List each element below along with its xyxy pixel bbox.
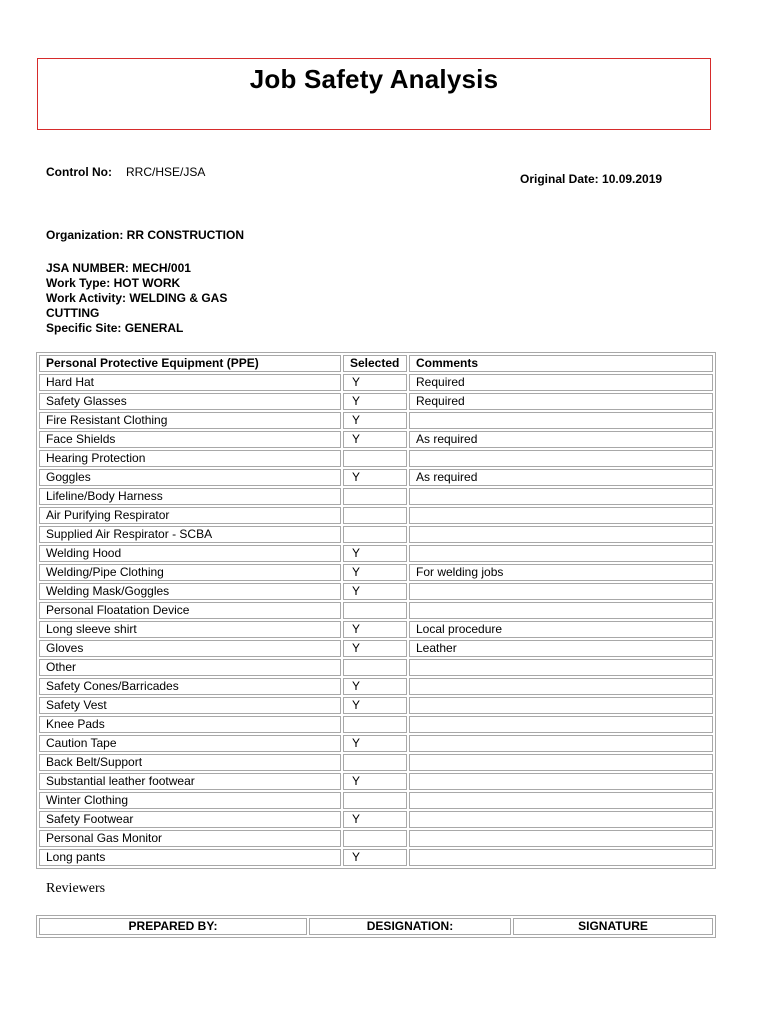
ppe-item-cell: Fire Resistant Clothing (39, 412, 341, 429)
ppe-item-cell: Safety Cones/Barricades (39, 678, 341, 695)
ppe-selected-cell: Y (343, 469, 407, 486)
ppe-item-cell: Substantial leather footwear (39, 773, 341, 790)
ppe-item-cell: Safety Footwear (39, 811, 341, 828)
ppe-selected-cell: Y (343, 697, 407, 714)
table-row (39, 431, 713, 448)
ppe-item-cell: Welding Mask/Goggles (39, 583, 341, 600)
ppe-header-comments: Comments (409, 355, 713, 372)
ppe-item-cell: Long sleeve shirt (39, 621, 341, 638)
reviewers-table (36, 915, 716, 938)
ppe-selected-cell (343, 830, 407, 847)
ppe-comment-cell (409, 716, 713, 733)
table-row (39, 659, 713, 676)
ppe-comment-cell (409, 697, 713, 714)
ppe-comment-cell (409, 811, 713, 828)
ppe-selected-cell (343, 488, 407, 505)
ppe-header-selected: Selected (343, 355, 407, 372)
ppe-header-row (39, 355, 713, 372)
ppe-item-cell: Winter Clothing (39, 792, 341, 809)
ppe-item-cell: Supplied Air Respirator - SCBA (39, 526, 341, 543)
ppe-selected-cell (343, 754, 407, 771)
ppe-selected-cell: Y (343, 393, 407, 410)
jsa-number: JSA NUMBER: MECH/001 (46, 261, 191, 275)
ppe-selected-cell: Y (343, 431, 407, 448)
ppe-selected-cell (343, 659, 407, 676)
ppe-comment-cell: For welding jobs (409, 564, 713, 581)
ppe-selected-cell: Y (343, 678, 407, 695)
ppe-item-cell: Gloves (39, 640, 341, 657)
ppe-selected-cell (343, 507, 407, 524)
ppe-comment-cell (409, 659, 713, 676)
table-row (39, 450, 713, 467)
ppe-selected-cell: Y (343, 773, 407, 790)
ppe-comment-cell (409, 450, 713, 467)
signature-header: SIGNATURE (513, 918, 713, 935)
table-row (39, 469, 713, 486)
ppe-item-cell: Caution Tape (39, 735, 341, 752)
designation-header: DESIGNATION: (309, 918, 511, 935)
ppe-selected-cell: Y (343, 545, 407, 562)
table-row (39, 830, 713, 847)
ppe-selected-cell: Y (343, 640, 407, 657)
table-row (39, 564, 713, 581)
ppe-comment-cell: Required (409, 374, 713, 391)
table-row (39, 412, 713, 429)
ppe-selected-cell: Y (343, 811, 407, 828)
reviewers-header-row (39, 918, 713, 935)
ppe-item-cell: Welding Hood (39, 545, 341, 562)
ppe-comment-cell (409, 754, 713, 771)
table-row (39, 678, 713, 695)
table-row (39, 849, 713, 866)
table-row (39, 583, 713, 600)
table-row (39, 602, 713, 619)
table-row (39, 393, 713, 410)
table-row (39, 488, 713, 505)
ppe-table-body (39, 374, 713, 866)
ppe-item-cell: Face Shields (39, 431, 341, 448)
ppe-comment-cell (409, 526, 713, 543)
ppe-selected-cell (343, 716, 407, 733)
ppe-comment-cell: Local procedure (409, 621, 713, 638)
ppe-comment-cell (409, 412, 713, 429)
ppe-selected-cell (343, 526, 407, 543)
ppe-comment-cell: Leather (409, 640, 713, 657)
organization: Organization: RR CONSTRUCTION (46, 228, 244, 242)
ppe-header-item: Personal Protective Equipment (PPE) (39, 355, 341, 372)
reviewers-heading: Reviewers (46, 881, 106, 896)
ppe-item-cell: Personal Floatation Device (39, 602, 341, 619)
table-row (39, 754, 713, 771)
ppe-item-cell: Other (39, 659, 341, 676)
specific-site: Specific Site: GENERAL (46, 321, 184, 335)
ppe-selected-cell: Y (343, 621, 407, 638)
table-row (39, 773, 713, 790)
table-row (39, 545, 713, 562)
ppe-comment-cell (409, 583, 713, 600)
ppe-item-cell: Back Belt/Support (39, 754, 341, 771)
ppe-comment-cell (409, 792, 713, 809)
page-title: Job Safety Analysis (249, 64, 499, 94)
ppe-comment-cell: As required (409, 431, 713, 448)
ppe-item-cell: Goggles (39, 469, 341, 486)
table-row (39, 621, 713, 638)
ppe-selected-cell: Y (343, 735, 407, 752)
table-row (39, 526, 713, 543)
ppe-comment-cell (409, 773, 713, 790)
ppe-selected-cell (343, 602, 407, 619)
ppe-comment-cell: As required (409, 469, 713, 486)
ppe-comment-cell (409, 545, 713, 562)
ppe-item-cell: Safety Vest (39, 697, 341, 714)
ppe-item-cell: Hard Hat (39, 374, 341, 391)
ppe-selected-cell (343, 792, 407, 809)
jsa-details (46, 261, 261, 336)
ppe-item-cell: Hearing Protection (39, 450, 341, 467)
ppe-comment-cell (409, 849, 713, 866)
ppe-comment-cell (409, 735, 713, 752)
ppe-table (36, 352, 716, 869)
ppe-selected-cell: Y (343, 374, 407, 391)
title-box (37, 58, 711, 130)
ppe-item-cell: Personal Gas Monitor (39, 830, 341, 847)
ppe-selected-cell: Y (343, 849, 407, 866)
ppe-item-cell: Lifeline/Body Harness (39, 488, 341, 505)
ppe-comment-cell (409, 507, 713, 524)
table-row (39, 507, 713, 524)
ppe-comment-cell (409, 678, 713, 695)
ppe-comment-cell: Required (409, 393, 713, 410)
ppe-comment-cell (409, 602, 713, 619)
ppe-item-cell: Air Purifying Respirator (39, 507, 341, 524)
ppe-selected-cell: Y (343, 583, 407, 600)
ppe-item-cell: Welding/Pipe Clothing (39, 564, 341, 581)
original-date: Original Date: 10.09.2019 (520, 172, 663, 186)
table-row (39, 735, 713, 752)
work-activity: Work Activity: WELDING & GAS CUTTING (46, 291, 228, 320)
ppe-selected-cell: Y (343, 564, 407, 581)
table-row (39, 640, 713, 657)
table-row (39, 697, 713, 714)
prepared-by-header: PREPARED BY: (39, 918, 307, 935)
control-number-value: RRC/HSE/JSA (126, 165, 206, 179)
ppe-comment-cell (409, 830, 713, 847)
table-row (39, 374, 713, 391)
ppe-selected-cell: Y (343, 412, 407, 429)
ppe-selected-cell (343, 450, 407, 467)
ppe-item-cell: Safety Glasses (39, 393, 341, 410)
ppe-item-cell: Knee Pads (39, 716, 341, 733)
ppe-comment-cell (409, 488, 713, 505)
control-number-label: Control No: (46, 165, 112, 179)
table-row (39, 811, 713, 828)
work-type: Work Type: HOT WORK (46, 276, 181, 290)
table-row (39, 792, 713, 809)
table-row (39, 716, 713, 733)
ppe-item-cell: Long pants (39, 849, 341, 866)
